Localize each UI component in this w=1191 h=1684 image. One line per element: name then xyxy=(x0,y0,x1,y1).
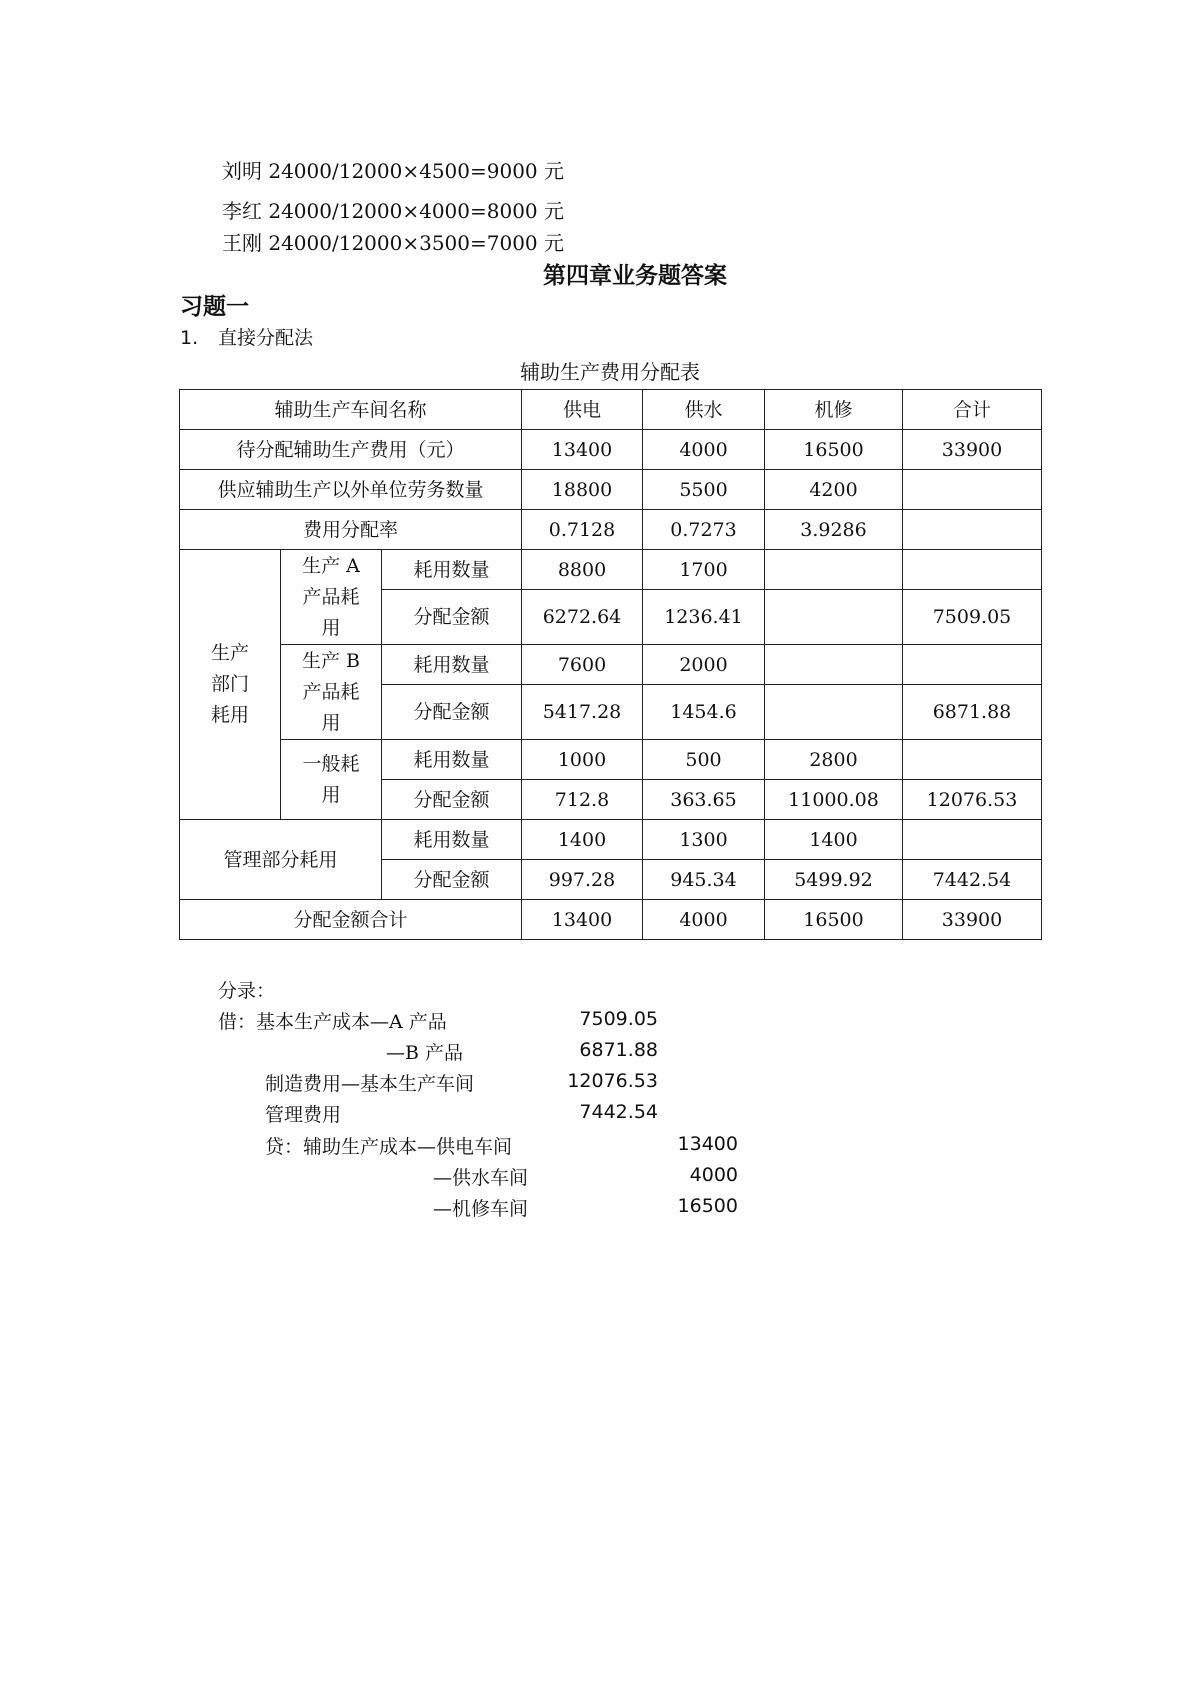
rate-power: 0.7128 xyxy=(522,510,643,550)
header-water: 供水 xyxy=(643,390,765,430)
b-qty-label: 耗用数量 xyxy=(382,645,522,685)
mgmt-qty-label: 耗用数量 xyxy=(382,820,522,860)
a-amount-water: 1236.41 xyxy=(643,590,765,645)
mgmt-qty-water: 1300 xyxy=(643,820,765,860)
b-amount-total: 6871.88 xyxy=(903,685,1042,740)
table-row-general-qty xyxy=(180,740,1042,780)
b-qty-total xyxy=(903,645,1042,685)
exercise-title: 习题一 xyxy=(180,294,249,320)
journal-account: 管理费用 xyxy=(265,1104,342,1126)
table-row-mgmt-qty xyxy=(180,820,1042,860)
table-row-b-qty xyxy=(180,645,1042,685)
journal-account: 制造费用—基本生产车间 xyxy=(265,1073,475,1095)
rate-water: 0.7273 xyxy=(643,510,765,550)
service-qty-power: 18800 xyxy=(522,470,643,510)
intro-line-li: 李红 24000/12000×4000=8000 元 xyxy=(222,199,565,223)
a-amount-total: 7509.05 xyxy=(903,590,1042,645)
table-title: 辅助生产费用分配表 xyxy=(520,360,700,384)
total-label: 分配金额合计 xyxy=(180,900,522,940)
general-qty-total xyxy=(903,740,1042,780)
mgmt-amount-repair: 5499.92 xyxy=(765,860,903,900)
journal-account: 贷：辅助生产成本—供电车间 xyxy=(265,1136,513,1158)
general-amount-power: 712.8 xyxy=(522,780,643,820)
service-qty-total xyxy=(903,470,1042,510)
table-row-pending-cost xyxy=(180,430,1042,470)
a-qty-water: 1700 xyxy=(643,550,765,590)
general-amount-water: 363.65 xyxy=(643,780,765,820)
general-qty-power: 1000 xyxy=(522,740,643,780)
b-qty-repair xyxy=(765,645,903,685)
b-qty-water: 2000 xyxy=(643,645,765,685)
table-row-rate xyxy=(180,510,1042,550)
b-amount-power: 5417.28 xyxy=(522,685,643,740)
intro-line-wang: 王刚 24000/12000×3500=7000 元 xyxy=(222,231,565,255)
mgmt-amount-water: 945.34 xyxy=(643,860,765,900)
header-power: 供电 xyxy=(522,390,643,430)
total-sum: 33900 xyxy=(903,900,1042,940)
journal-account: —供水车间 xyxy=(433,1167,529,1189)
service-qty-water: 5500 xyxy=(643,470,765,510)
a-amount-power: 6272.64 xyxy=(522,590,643,645)
journal-debit: 7442.54 xyxy=(579,1101,658,1123)
method-heading xyxy=(180,323,313,350)
b-qty-power: 7600 xyxy=(522,645,643,685)
a-amount-label: 分配金额 xyxy=(382,590,522,645)
production-dept-label: 生产部门耗用 xyxy=(180,550,281,820)
mgmt-amount-total: 7442.54 xyxy=(903,860,1042,900)
journal-account: 借：基本生产成本—A 产品 xyxy=(218,1011,447,1033)
journal-debit: 6871.88 xyxy=(579,1039,658,1061)
mgmt-qty-total xyxy=(903,820,1042,860)
pending-cost-repair: 16500 xyxy=(765,430,903,470)
mgmt-qty-repair: 1400 xyxy=(765,820,903,860)
pending-cost-water: 4000 xyxy=(643,430,765,470)
pending-cost-total: 33900 xyxy=(903,430,1042,470)
management-label: 管理部分耗用 xyxy=(180,820,382,900)
journal-credit: 13400 xyxy=(677,1133,738,1155)
rate-label: 费用分配率 xyxy=(180,510,522,550)
general-label: 一般耗用 xyxy=(281,740,382,820)
product-a-label: 生产 A 产品耗用 xyxy=(281,550,382,645)
total-water: 4000 xyxy=(643,900,765,940)
general-qty-water: 500 xyxy=(643,740,765,780)
header-repair: 机修 xyxy=(765,390,903,430)
method-label: 直接分配法 xyxy=(218,327,314,349)
mgmt-qty-power: 1400 xyxy=(522,820,643,860)
general-amount-total: 12076.53 xyxy=(903,780,1042,820)
general-qty-label: 耗用数量 xyxy=(382,740,522,780)
b-amount-water: 1454.6 xyxy=(643,685,765,740)
b-amount-repair xyxy=(765,685,903,740)
a-amount-repair xyxy=(765,590,903,645)
rate-total xyxy=(903,510,1042,550)
pending-cost-label: 待分配辅助生产费用（元） xyxy=(180,430,522,470)
general-amount-repair: 11000.08 xyxy=(765,780,903,820)
table-row-header xyxy=(180,390,1042,430)
service-qty-label: 供应辅助生产以外单位劳务数量 xyxy=(180,470,522,510)
general-amount-label: 分配金额 xyxy=(382,780,522,820)
b-amount-label: 分配金额 xyxy=(382,685,522,740)
general-qty-repair: 2800 xyxy=(765,740,903,780)
product-b-label: 生产 B 产品耗用 xyxy=(281,645,382,740)
total-repair: 16500 xyxy=(765,900,903,940)
journal-credit: 4000 xyxy=(689,1164,738,1186)
pending-cost-power: 13400 xyxy=(522,430,643,470)
service-qty-repair: 4200 xyxy=(765,470,903,510)
journal-credit: 16500 xyxy=(677,1195,738,1217)
table-row-total xyxy=(180,900,1042,940)
a-qty-label: 耗用数量 xyxy=(382,550,522,590)
table-row-service-qty xyxy=(180,470,1042,510)
table-row-a-qty xyxy=(180,550,1042,590)
journal-account: —机修车间 xyxy=(433,1198,529,1220)
a-qty-power: 8800 xyxy=(522,550,643,590)
allocation-table xyxy=(179,389,1042,940)
method-number: 1. xyxy=(180,327,199,349)
intro-line-liu: 刘明 24000/12000×4500=9000 元 xyxy=(222,159,565,183)
journal-debit: 7509.05 xyxy=(579,1008,658,1030)
rate-repair: 3.9286 xyxy=(765,510,903,550)
chapter-title: 第四章业务题答案 xyxy=(543,263,727,289)
a-qty-total xyxy=(903,550,1042,590)
header-name: 辅助生产车间名称 xyxy=(180,390,522,430)
mgmt-amount-label: 分配金额 xyxy=(382,860,522,900)
a-qty-repair xyxy=(765,550,903,590)
journal-account: —B 产品 xyxy=(386,1042,464,1064)
journal-heading: 分录： xyxy=(218,980,276,1002)
header-total: 合计 xyxy=(903,390,1042,430)
total-power: 13400 xyxy=(522,900,643,940)
mgmt-amount-power: 997.28 xyxy=(522,860,643,900)
journal-debit: 12076.53 xyxy=(567,1070,658,1092)
